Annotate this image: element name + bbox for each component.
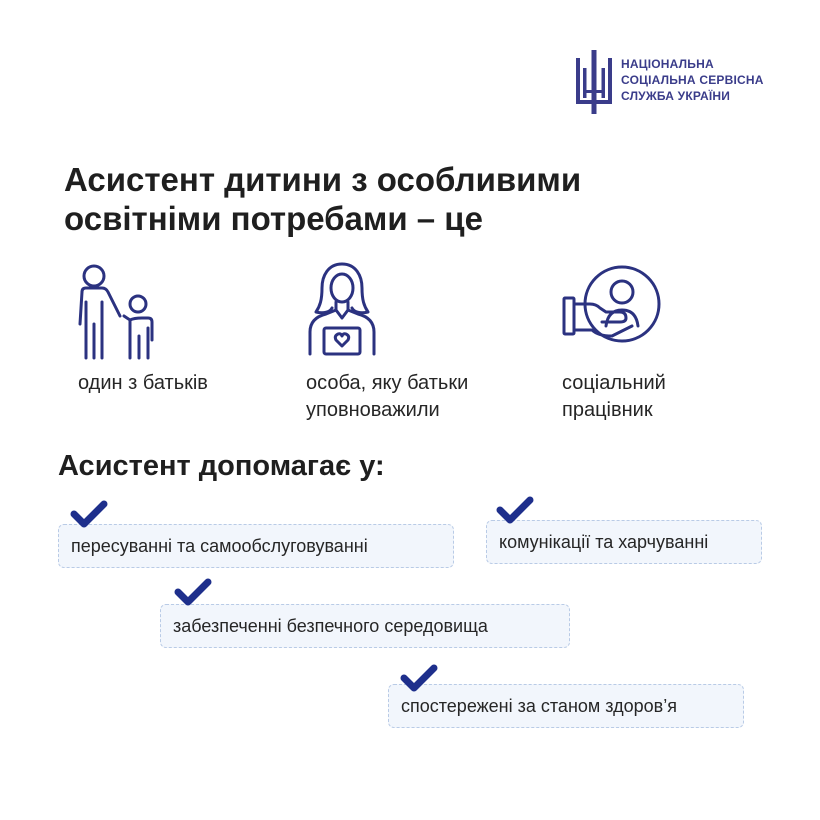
option-2-line-2: уповноважили	[306, 399, 440, 421]
help-item-communication-text: комунікації та харчуванні	[499, 531, 709, 552]
help-item-health	[388, 684, 744, 728]
checkmark-icon	[496, 496, 534, 526]
logo-line-3: СЛУЖБА УКРАЇНИ	[621, 89, 731, 103]
parent-child-icon	[72, 262, 162, 360]
option-label-parent	[78, 370, 208, 397]
logo	[574, 48, 794, 114]
checkmark-icon	[400, 664, 438, 694]
option-label-social-worker	[562, 370, 666, 424]
woman-with-heart-icon	[306, 262, 378, 356]
help-item-health-text: спостережені за станом здоров’я	[401, 695, 677, 716]
help-item-safety	[160, 604, 570, 648]
option-2-line-1: особа, яку батьки	[306, 372, 469, 394]
hand-with-person-icon	[562, 264, 666, 350]
checkmark-icon	[174, 578, 212, 608]
option-3-line-1: соціальний	[562, 372, 666, 394]
option-3-line-2: працівник	[562, 399, 653, 421]
logo-line-2: СОЦІАЛЬНА СЕРВІСНА	[621, 73, 764, 87]
logo-line-1: НАЦІОНАЛЬНА	[621, 57, 714, 71]
title-line-2: освітніми потребами – це	[64, 200, 483, 237]
help-item-mobility-text: пересуванні та самообслуговуванні	[71, 535, 368, 556]
option-label-authorized-person	[306, 370, 468, 424]
trident-logo-icon	[574, 50, 614, 114]
option-1-line-1: один з батьків	[78, 372, 208, 394]
checkmark-icon	[70, 500, 108, 530]
help-item-communication	[486, 520, 762, 564]
page-title	[64, 160, 764, 238]
help-item-safety-text: забезпеченні безпечного середовища	[173, 615, 488, 636]
help-heading: Асистент допомагає у:	[58, 450, 385, 482]
help-item-mobility	[58, 524, 454, 568]
logo-text	[621, 56, 764, 104]
title-line-1: Асистент дитини з особливими	[64, 161, 582, 198]
